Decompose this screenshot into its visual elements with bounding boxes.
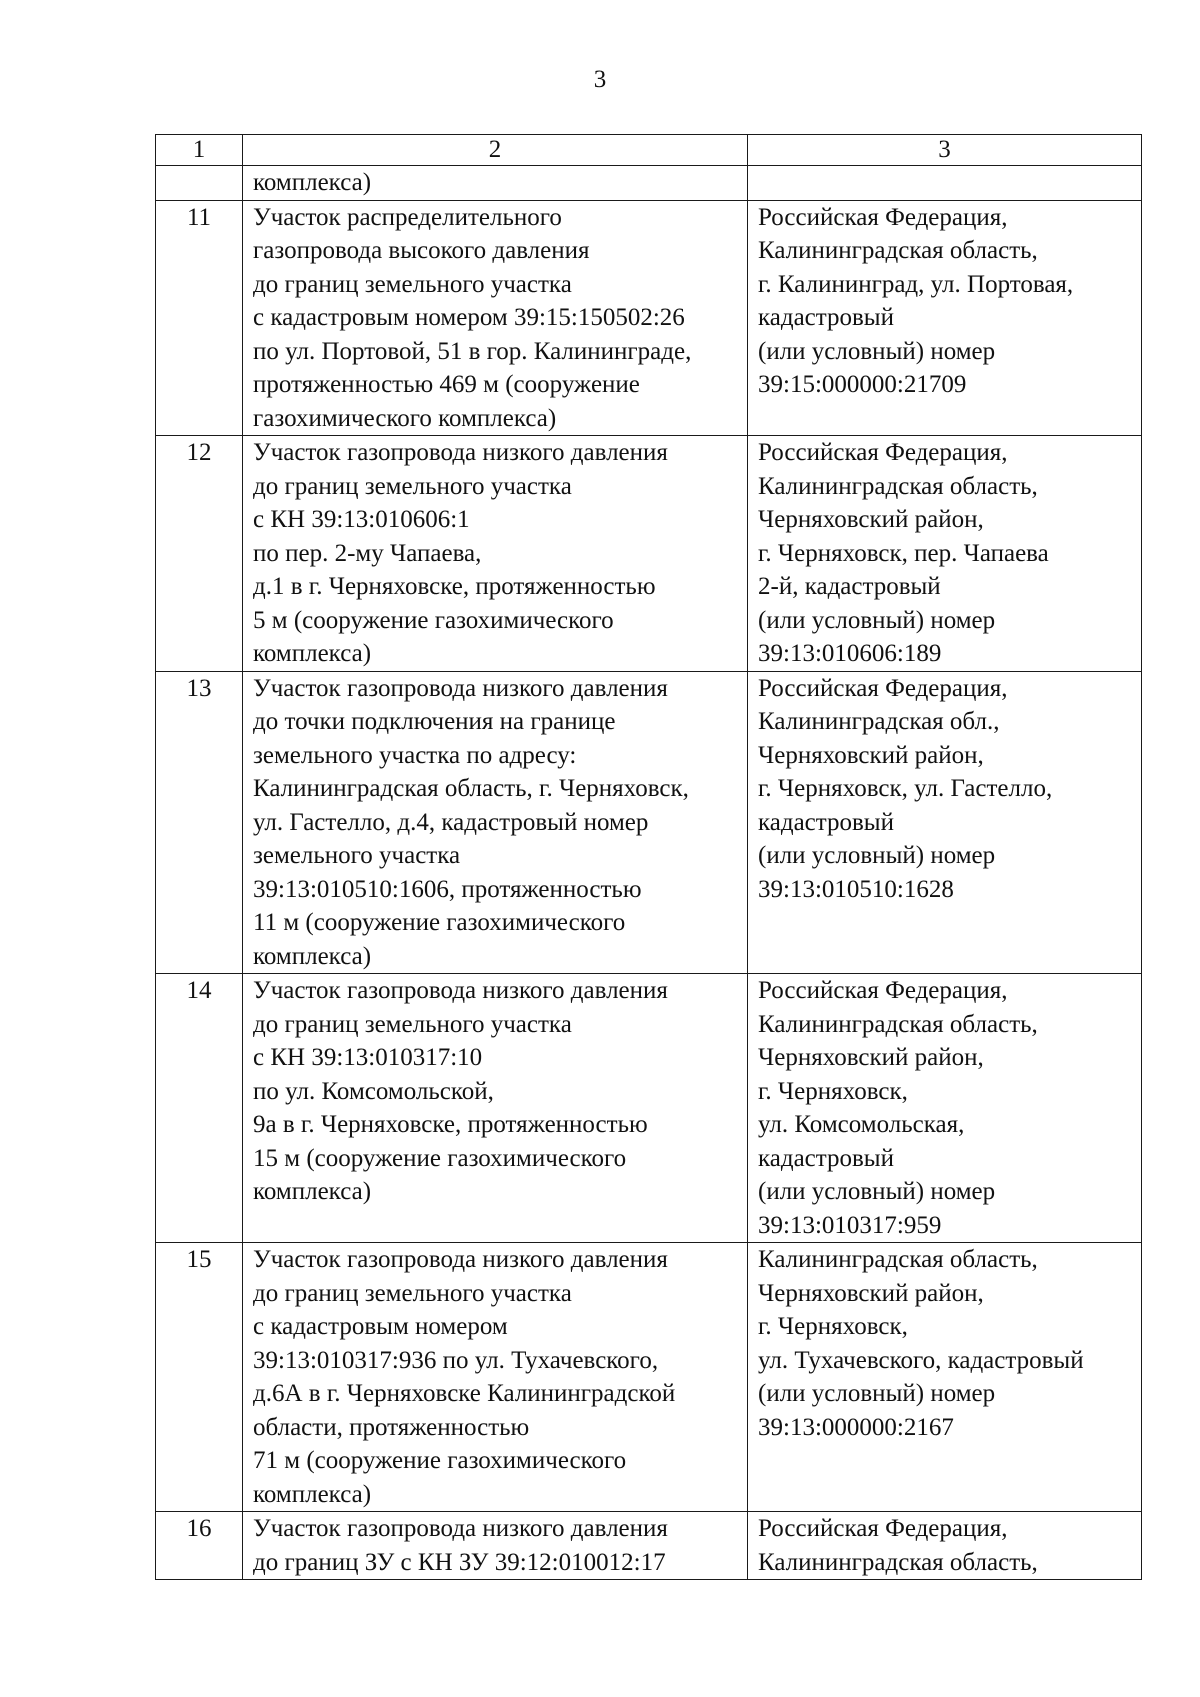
description-line: 71 м (сооружение газохимического: [253, 1447, 627, 1474]
description-line: 39:13:010317:936 по ул. Тухачевского,: [253, 1346, 659, 1374]
description-line: Участок газопровода низкого давления: [253, 1246, 668, 1273]
object-description-cell: [243, 166, 748, 201]
description-line: до границ земельного участка: [253, 1010, 572, 1038]
row-number-cell: 12: [156, 436, 243, 672]
table-row: [156, 200, 1142, 436]
address-line: 39:13:010606:189: [758, 640, 942, 667]
description-line: земельного участка по адресу:: [253, 741, 577, 769]
description-line: протяженностью 469 м (сооружение: [253, 371, 640, 398]
row-number-cell: [156, 166, 243, 201]
description-line: Участок газопровода низкого давления: [253, 439, 668, 466]
table-row: [156, 974, 1142, 1243]
description-line: 15 м (сооружение газохимического: [253, 1144, 627, 1172]
table-row: [156, 671, 1142, 974]
registry-table-body: [156, 135, 1142, 1580]
address-line: г. Черняховск,: [758, 1313, 908, 1340]
address-line: 39:13:010510:1628: [758, 875, 954, 903]
description-line: комплекса): [253, 1178, 372, 1205]
address-line: (или условный) номер: [758, 1178, 996, 1205]
description-line: газохимического комплекса): [253, 404, 557, 432]
description-line: ул. Гастелло, д.4, кадастровый номер: [253, 808, 649, 836]
address-line: Российская Федерация,: [758, 674, 1008, 702]
description-line: до границ земельного участка: [253, 270, 572, 298]
description-line: Участок газопровода низкого давления: [253, 977, 668, 1004]
object-address-cell: [748, 200, 1142, 436]
address-line: Черняховский район,: [758, 1044, 984, 1071]
description-line: с КН 39:13:010606:1: [253, 506, 470, 533]
column-number-2: 2: [243, 135, 748, 166]
address-line: Калининградская обл.,: [758, 708, 1000, 735]
address-line: 2-й, кадастровый: [758, 573, 941, 600]
address-line: (или условный) номер: [758, 842, 996, 869]
address-line: кадастровый: [758, 304, 894, 331]
description-line: Участок распределительного: [253, 203, 562, 231]
address-line: (или условный) номер: [758, 337, 996, 365]
address-line: Российская Федерация,: [758, 203, 1008, 231]
description-line: Участок газопровода низкого давления: [253, 674, 668, 702]
description-line: 5 м (сооружение газохимического: [253, 606, 614, 634]
description-line: комплекса): [253, 640, 372, 667]
description-line: по ул. Портовой, 51 в гор. Калининграде,: [253, 337, 692, 365]
object-description-cell: [243, 200, 748, 436]
object-address-cell: [748, 1243, 1142, 1512]
address-line: Российская Федерация,: [758, 977, 1008, 1004]
description-line: до границ ЗУ с КН ЗУ 39:12:010012:17: [253, 1548, 666, 1576]
object-description-cell: [243, 974, 748, 1243]
address-line: Калининградская область,: [758, 472, 1038, 500]
object-address-cell: [748, 166, 1142, 201]
table-row: [156, 166, 1142, 201]
column-number-3: 3: [748, 135, 1142, 166]
address-line: (или условный) номер: [758, 606, 996, 634]
description-line: области, протяженностью: [253, 1413, 530, 1441]
description-line: Участок газопровода низкого давления: [253, 1515, 668, 1542]
description-line: земельного участка: [253, 842, 461, 869]
row-number-cell: 16: [156, 1512, 243, 1580]
object-address-cell: [748, 436, 1142, 672]
page-number: 3: [593, 66, 607, 93]
row-number-cell: 13: [156, 671, 243, 974]
description-line: по пер. 2-му Чапаева,: [253, 539, 482, 567]
description-line: с КН 39:13:010317:10: [253, 1044, 483, 1071]
address-line: кадастровый: [758, 1144, 894, 1172]
description-line: до точки подключения на границе: [253, 708, 616, 735]
registry-table: [155, 134, 1142, 1580]
row-number-cell: 14: [156, 974, 243, 1243]
description-line: Калининградская область, г. Черняховск,: [253, 775, 689, 802]
row-number-cell: 15: [156, 1243, 243, 1512]
description-line: комплекса): [253, 1480, 372, 1508]
description-line: с кадастровым номером: [253, 1313, 508, 1340]
description-line: комплекса): [253, 942, 372, 970]
address-line: 39:13:010317:959: [758, 1211, 942, 1239]
address-line: ул. Тухачевского, кадастровый: [758, 1346, 1084, 1374]
description-line: 9а в г. Черняховске, протяженностью: [253, 1111, 648, 1138]
table-row: [156, 436, 1142, 672]
address-line: Черняховский район,: [758, 1279, 984, 1307]
row-number-cell: 11: [156, 200, 243, 436]
address-line: Российская Федерация,: [758, 439, 1008, 466]
address-line: Черняховский район,: [758, 506, 984, 533]
address-line: г. Черняховск,: [758, 1077, 908, 1105]
address-line: г. Черняховск, пер. Чапаева: [758, 539, 1049, 567]
object-address-cell: [748, 974, 1142, 1243]
description-line: 11 м (сооружение газохимического: [253, 909, 626, 936]
address-line: г. Черняховск, ул. Гастелло,: [758, 775, 1053, 802]
description-line: 39:13:010510:1606, протяженностью: [253, 875, 642, 903]
address-line: (или условный) номер: [758, 1380, 996, 1407]
table-row: [156, 1512, 1142, 1580]
address-line: Калининградская область,: [758, 1010, 1038, 1038]
description-line: с кадастровым номером 39:15:150502:26: [253, 304, 685, 331]
address-line: ул. Комсомольская,: [758, 1111, 965, 1138]
table-header-row: [156, 135, 1142, 166]
address-line: г. Калининград, ул. Портовая,: [758, 270, 1074, 298]
column-number-1: 1: [156, 135, 243, 166]
description-line: до границ земельного участка: [253, 1279, 572, 1307]
address-line: Калининградская область,: [758, 237, 1038, 264]
object-description-cell: [243, 1243, 748, 1512]
object-description-cell: [243, 436, 748, 672]
object-address-cell: [748, 671, 1142, 974]
address-line: 39:13:000000:2167: [758, 1413, 954, 1441]
address-line: Калининградская область,: [758, 1548, 1038, 1576]
description-line: комплекса): [253, 169, 372, 196]
description-line: газопровода высокого давления: [253, 237, 590, 264]
table-row: [156, 1243, 1142, 1512]
description-line: д.1 в г. Черняховске, протяженностью: [253, 573, 656, 600]
address-line: кадастровый: [758, 808, 894, 836]
object-address-cell: [748, 1512, 1142, 1580]
description-line: по ул. Комсомольской,: [253, 1077, 494, 1105]
description-line: д.6А в г. Черняховске Калининградской: [253, 1380, 676, 1407]
address-line: Калининградская область,: [758, 1246, 1038, 1273]
description-line: до границ земельного участка: [253, 472, 572, 500]
object-description-cell: [243, 1512, 748, 1580]
address-line: Российская Федерация,: [758, 1515, 1008, 1542]
address-line: 39:15:000000:21709: [758, 371, 967, 398]
address-line: Черняховский район,: [758, 741, 984, 769]
object-description-cell: [243, 671, 748, 974]
